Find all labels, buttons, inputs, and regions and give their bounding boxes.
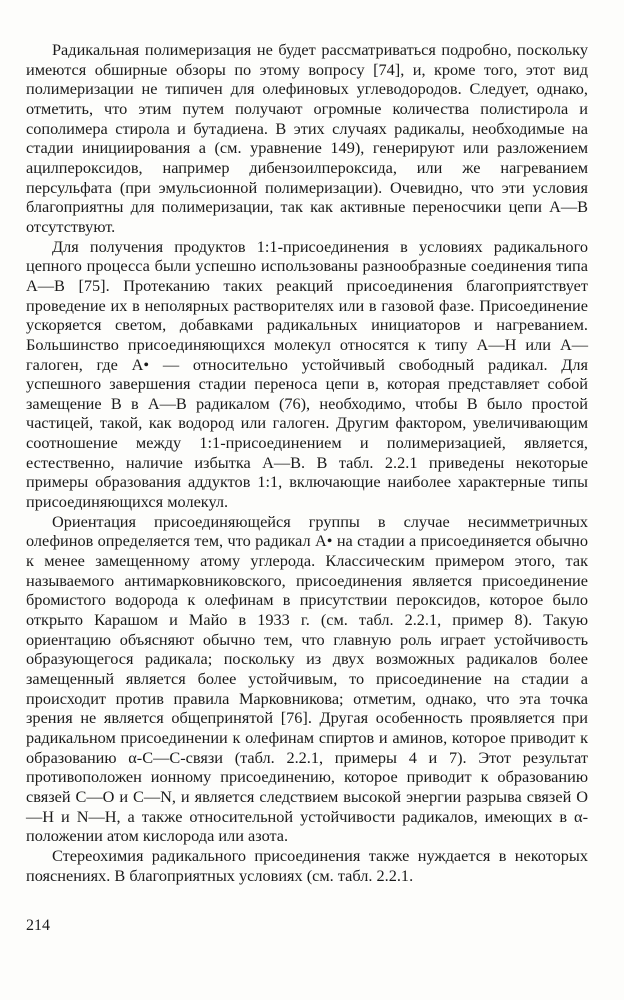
page-number: 214 [26,917,50,934]
paragraph-stereochemistry: Стереохимия радикального присоединения также нуждается в некоторых пояснениях. В благоприятных условиях (см. табл. 2.2.1. [26,845,588,885]
paragraph-one-to-one-addition: Для получения продуктов 1:1-присоединения в условиях радикального цепного процесса были успешно использованы разнообразные соединения типа А—В [75]. Протеканию таких реакций присоединения благоприятствует проведение их в неполярных растворителях или в газовой фазе. Присоединение ускоряется светом, добавками радикальных инициаторов и нагреванием. Большинство присоединяющихся молекул относятся к типу А—Н или А—галоген, где А• — относительно устойчивый свободный радикал. Для успешного завершения стадии переноса цепи в, которая представляет собой замещение В в А—В радикалом (76), необходимо, чтобы В было простой частицей, такой, как водород или галоген. Другим фактором, увеличивающим соотношение между 1:1-присоединением и полимеризацией, является, естественно, наличие избытка А—В. В табл. 2.2.1 приведены некоторые примеры образования аддуктов 1:1, включающие наиболее характерные типы присоединяющихся молекул. [26,236,588,512]
body-text [26,40,588,885]
paragraph-radical-polymerization: Радикальная полимеризация не будет рассматриваться подробно, поскольку имеются обширные обзоры по этому вопросу [74], и, кроме того, этот вид полимеризации не типичен для олефиновых углеводородов. Следует, однако, отметить, что этим путем получают огромные количества полистирола и сополимера стирола и бутадиена. В этих случаях радикалы, необходимые на стадии инициирования а (см. уравнение 149), генерируют или разложением ацилпероксидов, например дибензоилпероксида, или же нагреванием персульфата (при эмульсионной полимеризации). Очевидно, что эти условия благоприятны для полимеризации, так как активные переносчики цепи А—В отсутствуют. [26,40,588,236]
paragraph-orientation: Ориентация присоединяющейся группы в случае несимметричных олефинов определяется тем, что радикал А• на стадии а присоединяется обычно к менее замещенному атому углерода. Классическим примером этого, так называемого антимарковниковского, присоединения является присоединение бромистого водорода к олефинам в присутствии пероксидов, которое было открыто Карашом и Майо в 1933 г. (см. табл. 2.2.1, пример 8). Такую ориентацию объясняют обычно тем, что главную роль играет устойчивость образующегося радикала; поскольку из двух возможных радикалов более замещенный является более устойчивым, то присоединение на стадии а происходит против правила Марковникова; отметим, однако, что эта точка зрения не является общепринятой [76]. Другая особенность проявляется при радикальном присоединении к олефинам спиртов и аминов, которое приводит к образованию α-С—С-связи (табл. 2.2.1, примеры 4 и 7). Этот результат противоположен ионному присоединению, которое приводит к образованию связей С—О и С—N, и является следствием высокой энергии разрыва связей О—Н и N—Н, а также относительной устойчивости радикалов, имеющих в α-положении атом кислорода или азота. [26,511,588,846]
